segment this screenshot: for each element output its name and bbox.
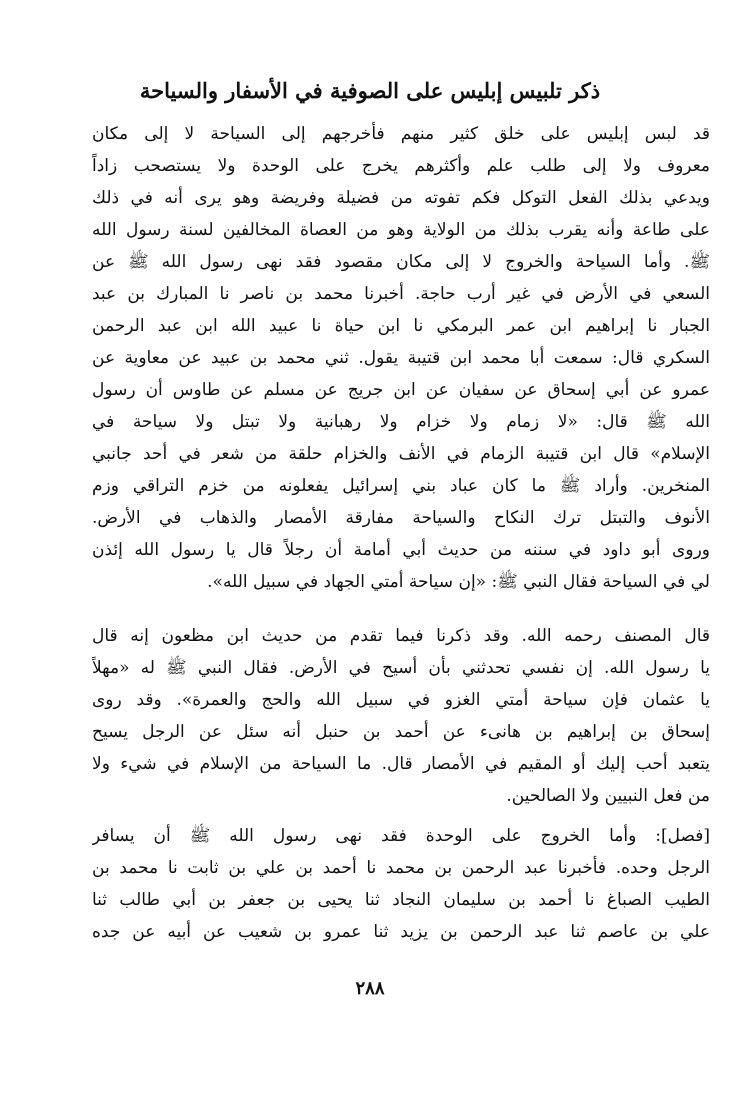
- text-line: قد لبس إبليس على خلق كثير منهم فأخرجهم إلى السياحة لا إلى مكان: [92, 124, 710, 144]
- text-line: [فصل]: وأما الخروج على الوحدة فقد نهى رسول الله ﷺ أن يسافر: [92, 826, 710, 846]
- paragraph-3: [92, 820, 710, 948]
- text-line: الأنوف والتبتل ترك النكاح والسياحة مفارقة الأمصار والذهاب في الأرض.: [92, 508, 710, 528]
- text-line: الطيب الصباغ نا أحمد بن سليمان النجاد ثنا يحيى بن جعفر بن أبي طالب ثنا: [92, 890, 710, 910]
- text-line: من فعل النبيين ولا الصالحين.: [506, 786, 710, 806]
- text-line: وروى أبو داود في سننه من حديث أبي أمامة أن رجلاً قال يا رسول الله إئذن: [92, 540, 710, 560]
- text-line: يا عثمان فإن سياحة أمتي الغزو في سبيل الله والحج والعمرة». وقد روى: [92, 690, 710, 710]
- page-number: ٢٨٨: [355, 978, 385, 999]
- text-line: إسحاق بن إبراهيم بن هانىء عن أحمد بن حنبل أنه سئل عن الرجل يسيح: [92, 722, 710, 742]
- text-line: معروف ولا إلى طلب علم وأكثرهم يخرج على الوحدة ولا يستصحب زاداً: [92, 156, 710, 176]
- paragraph-2: [92, 620, 710, 812]
- text-line: ويدعي بذلك الفعل التوكل فكم تفوته من فضيلة وفريضة وهو يرى أنه في ذلك: [92, 188, 710, 208]
- text-line: على طاعة وأنه يقرب بذلك من الولاية وهو من العصاة المخالفين لسنة رسول الله: [92, 220, 710, 240]
- text-line: يتعبد أحب إليك أو المقيم في الأمصار قال. ما السياحة من الإسلام في شيء ولا: [92, 754, 710, 774]
- text-line: علي بن عاصم ثنا عبد الرحمن بن يزيد ثنا عمرو بن شعيب عن أبيه عن جده: [92, 922, 710, 942]
- section-title: ذكر تلبيس إبليس على الصوفية في الأسفار والسياحة: [139, 78, 601, 103]
- text-line: الإسلام» قال ابن قتيبة الزمام في الأنف والخزام حلقة من شعر في أحد جانبي: [92, 444, 710, 464]
- paragraph-1: [92, 118, 710, 598]
- text-line: قال المصنف رحمه الله. وقد ذكرنا فيما تقدم من حديث ابن مظعون إنه قال: [92, 626, 710, 646]
- text-line: يا رسول الله. إن نفسي تحدثني بأن أسيح في الأرض. فقال النبي ﷺ له «مهلاً: [92, 658, 710, 678]
- text-line: الرجل وحده. فأخبرنا عبد الرحمن بن محمد نا أحمد بن علي بن ثابت نا محمد بن: [92, 858, 710, 878]
- text-line: المنخرين. وأراد ﷺ ما كان عباد بني إسرائيل يفعلونه من خزم التراقي وزم: [92, 476, 710, 496]
- text-line: السكري قال: سمعت أبا محمد ابن قتيبة يقول. ثني محمد بن عبيد عن معاوية عن: [92, 348, 710, 368]
- text-line: الجبار نا إبراهيم ابن عمر البرمكي نا ابن حياة نا عبيد الله ابن عبد الرحمن: [92, 316, 710, 336]
- text-line: لي في السياحة فقال النبي ﷺ: «إن سياحة أمتي الجهاد في سبيل الله».: [207, 572, 710, 592]
- text-line: الله ﷺ قال: «لا زمام ولا خزام ولا رهبانية ولا تبتل ولا سياحة في: [92, 412, 710, 432]
- text-line: عمرو عن أبي إسحاق عن سفيان عن ابن جريج عن مسلم عن طاوس أن رسول: [92, 380, 710, 400]
- text-line: ﷺ. وأما السياحة والخروج لا إلى مكان مقصود فقد نهى رسول الله ﷺ عن: [92, 252, 710, 272]
- text-line: السعي في الأرض في غير أرب حاجة. أخبرنا محمد بن ناصر نا المبارك بن عبد: [92, 284, 710, 304]
